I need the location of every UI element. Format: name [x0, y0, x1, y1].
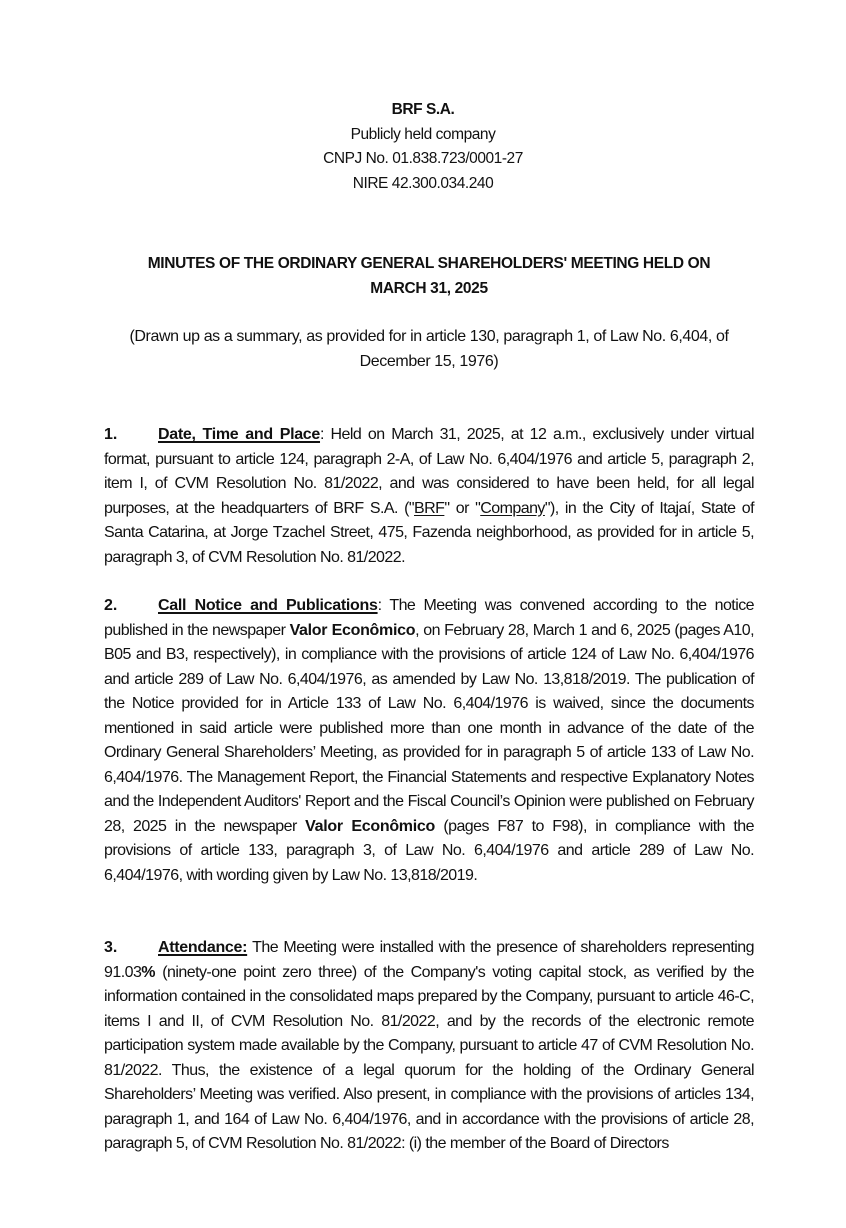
section-text: " or "	[444, 499, 481, 517]
company-header	[0, 98, 846, 196]
section-text: The Meeting were installed with the presence of shareholders representing 91.03	[104, 939, 754, 981]
nire-number: NIRE 42.300.034.240	[352, 174, 494, 192]
title-line-1: MINUTES OF THE ORDINARY GENERAL SHAREHOLDERS' MEETING HELD ON	[147, 255, 711, 272]
section-number: 3.	[104, 939, 118, 956]
defined-term-company: Company	[480, 499, 545, 517]
newspaper-name: Valor Econômico	[305, 817, 435, 835]
section-number: 2.	[104, 597, 118, 614]
section-heading: Date, Time and Place	[158, 426, 321, 443]
cnpj-number: CNPJ No. 01.838.723/0001-27	[323, 150, 523, 167]
section-heading: Call Notice and Publications	[158, 597, 378, 614]
company-name: BRF S.A.	[391, 101, 455, 118]
section-text: (ninety-one point zero three) of the Company's voting capital stock, as verified by the information contained in the consolidated maps prepared by the Company, pursuant to article 46-C, items I and II, of CVM Resolution No. 81/2022, and by the records of the electronic remote participation system made available by the Company, pursuant to article 47 of CVM Resolution No. 81/2022. Thus, the existence of a legal quorum for the holding of the Ordinary General Shareholders’ Meeting was verified. Also present, in compliance with the provisions of articles 134, paragraph 1, and 164 of Law No. 6,404/1976, and in accordance with the provisions of article 28, paragraph 5, of CVM Resolution No. 81/2022: (i) the member of the Board of Directors	[104, 963, 754, 1152]
section-text: : The Meeting was convened according to the notice published in the newspaper	[104, 597, 754, 639]
section-1-date-time-place	[104, 423, 754, 570]
percent-sign: %	[141, 963, 156, 981]
section-text: "), in the City of Itajaí, State of Santa Catarina, at Jorge Tzachel Street, 475, Fazenda neighborhood, as provided for in article 5, paragraph 3, of CVM Resolution No. 81/2022.	[104, 499, 754, 566]
section-heading: Attendance:	[158, 939, 248, 956]
section-3-attendance	[104, 936, 754, 1157]
newspaper-name: Valor Econômico	[289, 621, 416, 639]
section-2-call-notice	[104, 594, 754, 888]
document-subtitle: (Drawn up as a summary, as provided for in article 130, paragraph 1, of Law No. 6,404, of December 15, 1976)	[129, 328, 729, 370]
section-text: : Held on March 31, 2025, at 12 a.m., exclusively under virtual format, pursuant to article 124, paragraph 2-A, of Law No. 6,404/1976 and article 5, paragraph 2, item I, of CVM Resolution No. 81/2022, and was considered to have been held, for all legal purposes, at the headquarters of BRF S.A. ("	[104, 426, 755, 517]
defined-term-brf: BRF	[414, 499, 445, 517]
section-text: (pages F87 to F98), in compliance with the provisions of article 133, paragraph 3, of Law No. 6,404/1976 and article 289 of Law No. 6,404/1976, with wording given by Law No. 13,818/2019.	[104, 817, 754, 884]
title-line-2: MARCH 31, 2025	[370, 279, 488, 297]
document-title	[104, 252, 754, 301]
company-type: Publicly held company	[350, 125, 496, 143]
section-text: , on February 28, March 1 and 6, 2025 (pages A10, B05 and B3, respectively), in compliance with the provisions of article 124 of Law No. 6,404/1976 and article 289 of Law No. 6,404/1976, as amended by Law No. 13,818/2019. The publication of the Notice provided for in Article 133 of Law No. 6,404/1976 is waived, since the documents mentioned in said article were published more than one month in advance of the date of the Ordinary General Shareholders’ Meeting, as provided for in paragraph 5 of article 133 of Law No. 6,404/1976. The Management Report, the Financial Statements and respective Explanatory Notes and the Independent Auditors' Report and the Fiscal Council’s Opinion were published on February 28, 2025 in the newspaper	[104, 621, 754, 835]
section-number: 1.	[104, 426, 118, 443]
